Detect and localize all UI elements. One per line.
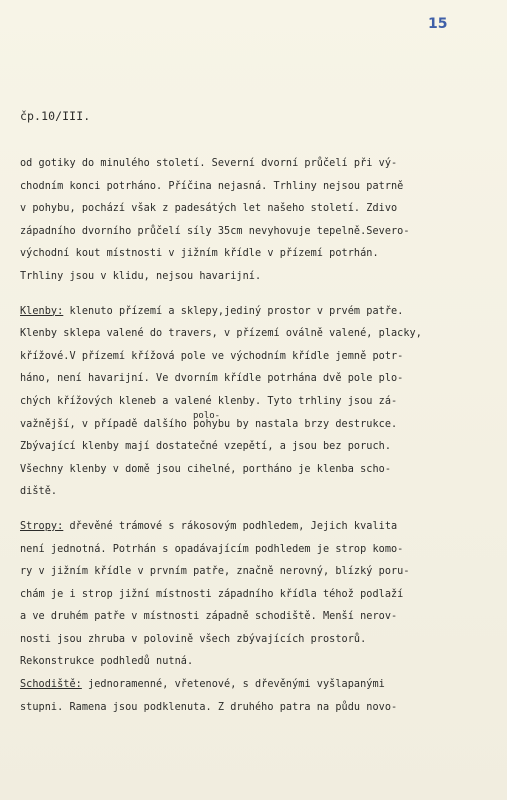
text-line: važnější, v případě dalšího pohybu by nastala brzy destrukce. xyxy=(20,418,398,430)
text-line xyxy=(20,674,495,697)
text-line: chám je i strop jižní místnosti západního křídla téhož podlaží xyxy=(20,588,404,600)
section-heading: Stropy: xyxy=(20,520,64,532)
text-line: ry v jižním křídle v prvním patře, značně nerovný, blízký poru- xyxy=(20,566,410,578)
text-line: v pohybu, pochází však z padesátých let našeho století. Zdivo xyxy=(20,203,398,215)
text-line: chodním konci potrháno. Příčina nejasná. Trhliny nejsou patrně xyxy=(20,180,404,192)
body-text xyxy=(20,153,495,719)
text-line: nosti jsou zhruba v polovině všech zbývajících prostorů. xyxy=(20,633,367,645)
text-line: není jednotná. Potrhán s opadávajícím podhledem je strop komo- xyxy=(20,543,404,555)
text-line: křížové.V přízemí křížová pole ve východním křídle jemně potr- xyxy=(20,350,404,362)
paragraph-walls xyxy=(20,153,495,289)
text-line: háno, není havarijní. Ve dvorním křídle potrhána dvě pole plo- xyxy=(20,373,404,385)
heading-line-text: dřevěné trámové s rákosovým podhledem, Jejich kvalita xyxy=(63,520,398,532)
heading-line-text: jednoramenné, vřetenové, s dřevěnými vyšlapanými xyxy=(81,679,385,691)
paragraph-vaults xyxy=(20,301,495,504)
text-line: od gotiky do minulého století. Severní dvorní průčelí při vý- xyxy=(20,158,398,169)
text-line: diště. xyxy=(20,486,58,498)
header-reference: čp.10/III. xyxy=(20,109,91,123)
handwritten-insertion: polo- xyxy=(193,411,221,421)
text-line: Klenby sklepa valené do travers, v přízemí oválně valené, placky, xyxy=(20,328,422,340)
text-line: Rekonstrukce podhledů nutná. xyxy=(20,656,194,668)
text-line: Zbývající klenby mají dostatečné vzepětí, a jsou bez poruch. xyxy=(20,441,392,453)
paragraph-ceilings xyxy=(20,516,495,674)
page-number: 15 xyxy=(428,16,448,32)
text-line: stupni. Ramena jsou podklenuta. Z druhého patra na půdu novo- xyxy=(20,701,398,713)
text-line: Trhliny jsou v klidu, nejsou havarijní. xyxy=(20,270,262,282)
paragraph-staircase xyxy=(20,674,495,719)
text-line xyxy=(20,301,495,324)
text-line: západního dvorního průčelí síly 35cm nevyhovuje tepelně.Severo- xyxy=(20,225,410,237)
text-line xyxy=(20,516,495,539)
text-line: a ve druhém patře v místnosti západně schodiště. Menší nerov- xyxy=(20,611,398,623)
section-heading: Schodiště: xyxy=(20,679,82,691)
heading-line-text: klenuto přízemí a sklepy,jediný prostor v prvém patře. xyxy=(63,305,404,317)
text-line: východní kout místnosti v jižním křídle v přízemí potrhán. xyxy=(20,248,379,260)
text-line: Všechny klenby v domě jsou cihelné, portháno je klenba scho- xyxy=(20,463,392,475)
section-heading: Klenby: xyxy=(20,305,64,317)
text-line: chých křížových kleneb a valené klenby. Tyto trhliny jsou zá- xyxy=(20,395,398,407)
